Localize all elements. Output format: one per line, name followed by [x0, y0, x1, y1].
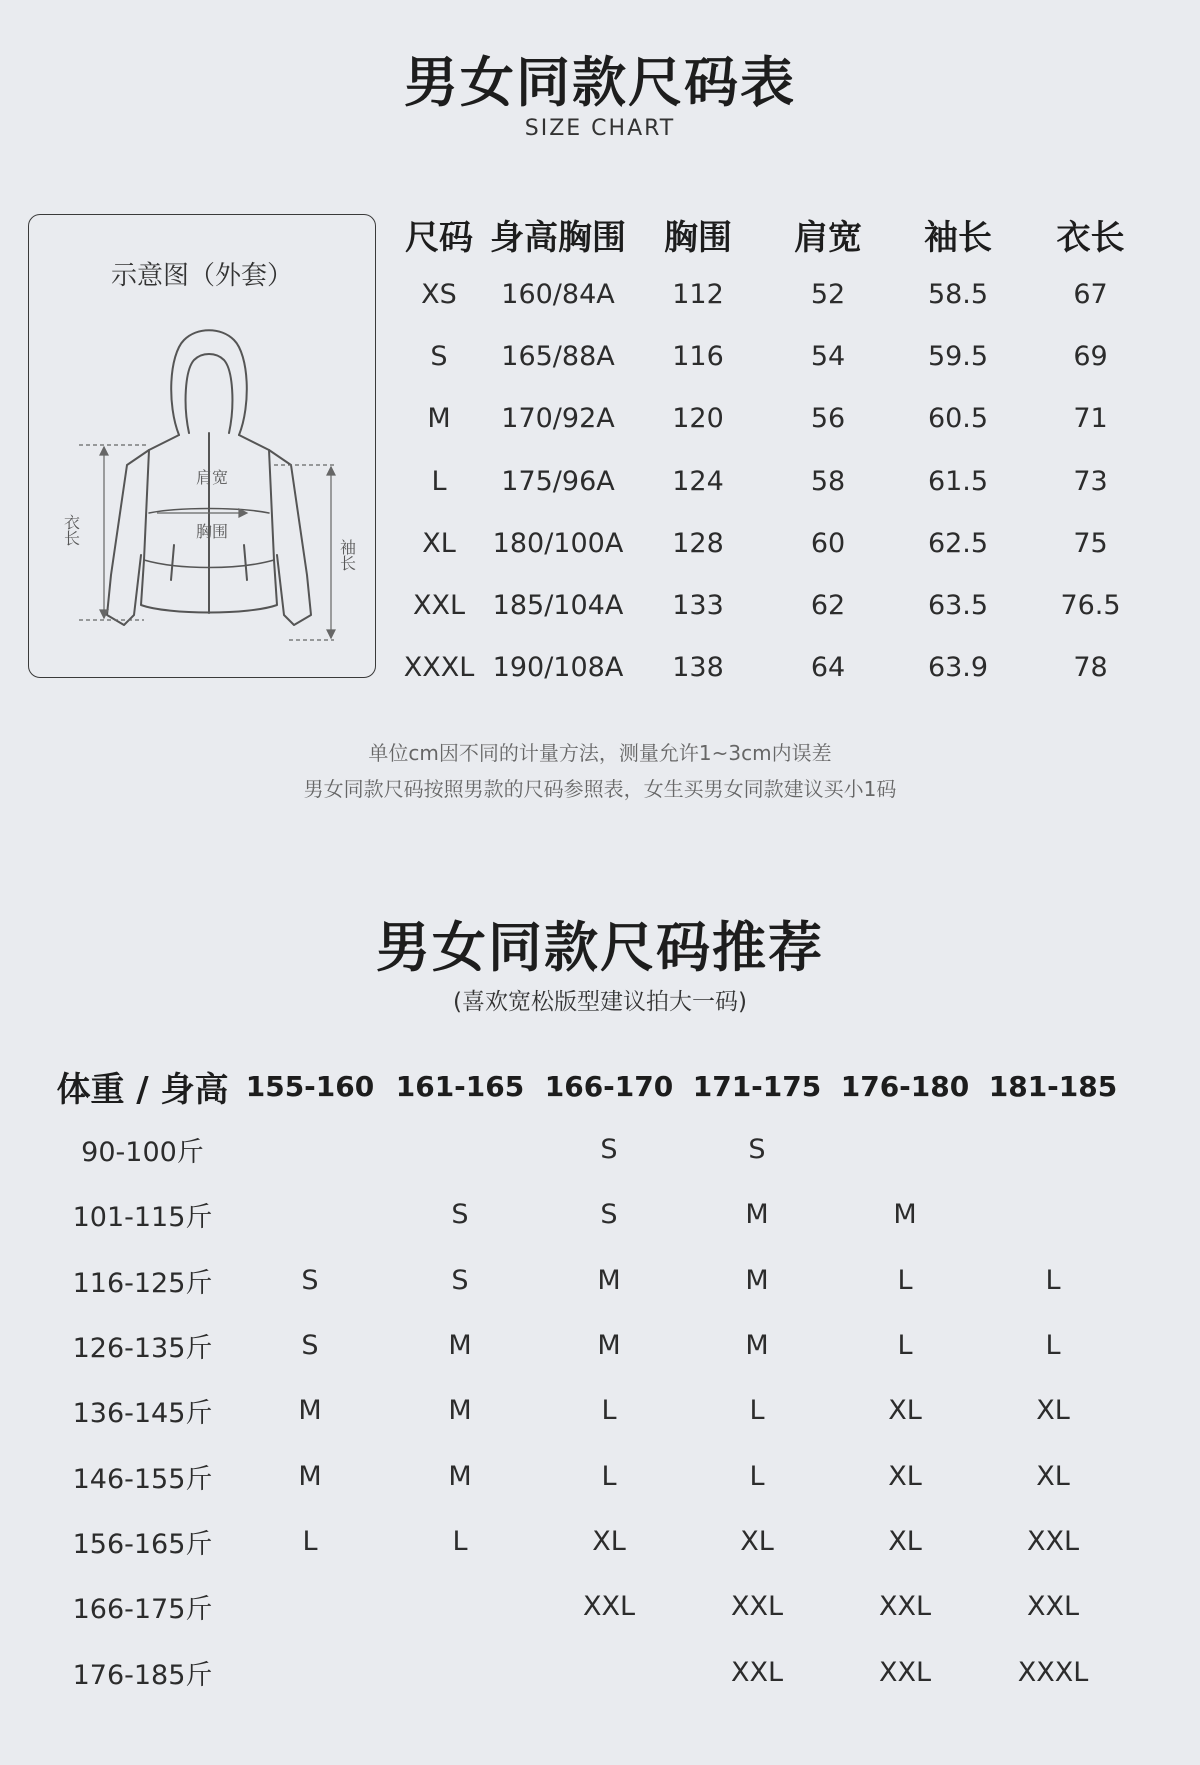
size-cell: XL — [740, 1525, 774, 1557]
cell-chest: 124 — [672, 465, 724, 497]
size-chart-table — [395, 205, 1158, 699]
size-cell: XXL — [878, 1656, 932, 1688]
size-cell: L — [749, 1395, 765, 1427]
size-cell: M — [448, 1330, 472, 1362]
cell-chest: 133 — [672, 590, 724, 622]
size-cell: M — [597, 1264, 621, 1296]
table-row — [50, 1639, 1127, 1704]
table-row — [50, 1378, 1127, 1443]
cell-size: S — [430, 340, 448, 372]
cell-sleeve-length: 63.9 — [927, 652, 989, 684]
measurement-note: 单位cm因不同的计量方法，测量允许1~3cm内误差 — [368, 741, 832, 765]
cell-size: M — [427, 403, 451, 435]
cell-height-chest: 185/104A — [492, 590, 624, 622]
cell-size: XXL — [412, 590, 466, 622]
size-cell: XL — [592, 1525, 626, 1557]
diagram-caption: 示意图（外套） — [110, 261, 293, 291]
jacket-outline-illustration — [49, 315, 359, 665]
cell-body-length: 76.5 — [1060, 590, 1121, 622]
cell-shoulder: 52 — [810, 278, 846, 310]
table-row — [395, 637, 1158, 699]
cell-height-chest: 170/92A — [501, 403, 615, 435]
header-height-range: 181-185 — [988, 1069, 1118, 1103]
table-row — [395, 512, 1158, 574]
weight-range: 156-165斤 — [72, 1528, 213, 1560]
shoulder-label: 肩宽 — [195, 468, 229, 487]
size-cell: S — [451, 1264, 469, 1296]
cell-body-length: 78 — [1073, 652, 1108, 684]
size-cell — [979, 1117, 1127, 1182]
weight-range: 90-100斤 — [81, 1137, 204, 1169]
header-height-range: 176-180 — [840, 1069, 970, 1103]
size-cell: L — [1045, 1264, 1061, 1296]
size-cell — [235, 1117, 385, 1182]
header-size: 尺码 — [405, 217, 473, 258]
cell-body-length: 73 — [1073, 465, 1108, 497]
weight-range: 116-125斤 — [72, 1267, 213, 1299]
cell-size: XL — [422, 527, 456, 559]
weight-range: 101-115斤 — [72, 1202, 213, 1234]
cell-shoulder: 56 — [810, 403, 846, 435]
header-height-range: 161-165 — [395, 1069, 525, 1103]
weight-range: 126-135斤 — [72, 1333, 213, 1365]
size-cell — [235, 1182, 385, 1247]
header-chest: 胸围 — [664, 217, 732, 258]
header-sleeve-length: 袖长 — [924, 217, 992, 258]
cell-sleeve-length: 58.5 — [927, 278, 989, 310]
size-cell: S — [748, 1134, 766, 1166]
cell-body-length: 67 — [1073, 278, 1108, 310]
header-height-chest: 身高胸围 — [490, 217, 626, 258]
size-cell — [979, 1182, 1127, 1247]
size-cell: XL — [1036, 1395, 1070, 1427]
size-cell: XXL — [878, 1591, 932, 1623]
size-cell: XXXL — [1017, 1656, 1089, 1688]
cell-height-chest: 160/84A — [501, 278, 615, 310]
cell-shoulder: 54 — [810, 340, 846, 372]
cell-height-chest: 175/96A — [501, 465, 615, 497]
size-cell: L — [302, 1525, 318, 1557]
size-cell — [385, 1574, 535, 1639]
size-recommendation-table — [50, 1055, 1127, 1705]
size-cell: L — [601, 1460, 617, 1492]
size-cell: S — [451, 1199, 469, 1231]
size-cell: M — [448, 1460, 472, 1492]
size-cell: M — [745, 1330, 769, 1362]
cell-size: L — [431, 465, 447, 497]
table-row — [395, 325, 1158, 387]
weight-range: 176-185斤 — [72, 1659, 213, 1691]
size-cell — [385, 1639, 535, 1704]
table-row — [395, 263, 1158, 325]
table-row — [50, 1248, 1127, 1313]
header-height-range: 171-175 — [692, 1069, 822, 1103]
cell-chest: 138 — [672, 652, 724, 684]
cell-shoulder: 62 — [810, 590, 846, 622]
sleeve-length-label: 袖长 — [337, 539, 357, 571]
size-cell: S — [600, 1134, 618, 1166]
cell-shoulder: 64 — [810, 652, 846, 684]
size-cell: L — [601, 1395, 617, 1427]
size-cell: M — [298, 1460, 322, 1492]
header-height-range: 166-170 — [544, 1069, 674, 1103]
table-row — [50, 1509, 1127, 1574]
size-cell: XXL — [730, 1591, 784, 1623]
table-row — [395, 574, 1158, 636]
cell-height-chest: 180/100A — [492, 527, 624, 559]
cell-size: XXXL — [403, 652, 475, 684]
cell-body-length: 71 — [1073, 403, 1108, 435]
size-chart-subtitle: SIZE CHART — [524, 116, 676, 141]
cell-height-chest: 165/88A — [501, 340, 615, 372]
table-row — [50, 1443, 1127, 1508]
jacket-diagram-panel — [28, 214, 376, 678]
cell-sleeve-length: 59.5 — [927, 340, 989, 372]
chest-label: 胸围 — [195, 522, 229, 541]
size-cell: XXL — [1026, 1591, 1080, 1623]
size-cell — [235, 1574, 385, 1639]
size-chart-title: 男女同款尺码表 — [404, 51, 796, 114]
table-row — [50, 1182, 1127, 1247]
size-cell: M — [745, 1199, 769, 1231]
size-cell: M — [298, 1395, 322, 1427]
size-recommendation-title: 男女同款尺码推荐 — [376, 916, 824, 979]
size-cell: M — [745, 1264, 769, 1296]
size-cell: M — [893, 1199, 917, 1231]
size-cell: XL — [888, 1460, 922, 1492]
table-row — [395, 388, 1158, 450]
cell-body-length: 75 — [1073, 527, 1108, 559]
size-cell — [235, 1639, 385, 1704]
header-body-length: 衣长 — [1056, 217, 1125, 258]
cell-sleeve-length: 62.5 — [927, 527, 989, 559]
table-row — [50, 1313, 1127, 1378]
size-cell: S — [301, 1330, 319, 1362]
size-cell: L — [897, 1264, 913, 1296]
recommendation-header-row — [50, 1055, 1127, 1117]
cell-sleeve-length: 60.5 — [927, 403, 989, 435]
cell-chest: 116 — [672, 340, 724, 372]
size-cell — [535, 1639, 683, 1704]
header-shoulder: 肩宽 — [794, 217, 862, 258]
size-chart-header-row — [395, 205, 1158, 263]
size-cell: M — [597, 1330, 621, 1362]
cell-chest: 120 — [672, 403, 724, 435]
table-row — [50, 1574, 1127, 1639]
size-cell: L — [1045, 1330, 1061, 1362]
cell-chest: 112 — [672, 278, 724, 310]
size-cell: L — [897, 1330, 913, 1362]
cell-sleeve-length: 61.5 — [927, 465, 989, 497]
table-row — [50, 1117, 1127, 1182]
size-cell: S — [600, 1199, 618, 1231]
size-cell: XXL — [1026, 1525, 1080, 1557]
size-cell: S — [301, 1264, 319, 1296]
header-height-range: 155-160 — [245, 1069, 375, 1103]
body-length-label: 衣长 — [61, 514, 81, 546]
cell-height-chest: 190/108A — [492, 652, 624, 684]
size-cell: M — [448, 1395, 472, 1427]
cell-shoulder: 58 — [810, 465, 846, 497]
size-cell: XL — [1036, 1460, 1070, 1492]
size-cell — [831, 1117, 979, 1182]
size-recommendation-subtitle: (喜欢宽松版型建议拍大一码) — [453, 989, 747, 1015]
size-cell: XXL — [582, 1591, 636, 1623]
size-cell: XXL — [730, 1656, 784, 1688]
size-cell: XL — [888, 1525, 922, 1557]
weight-range: 136-145斤 — [72, 1398, 213, 1430]
cell-chest: 128 — [672, 527, 724, 559]
weight-range: 166-175斤 — [72, 1594, 213, 1626]
size-cell — [385, 1117, 535, 1182]
weight-range: 146-155斤 — [72, 1463, 213, 1495]
size-cell: L — [749, 1460, 765, 1492]
size-cell: XL — [888, 1395, 922, 1427]
table-row — [395, 450, 1158, 512]
unisex-sizing-note: 男女同款尺码按照男款的尺码参照表，女生买男女同款建议买小1码 — [303, 777, 897, 801]
header-weight-height: 体重 / 身高 — [56, 1069, 229, 1110]
cell-body-length: 69 — [1073, 340, 1108, 372]
size-cell: L — [452, 1525, 468, 1557]
cell-size: XS — [421, 278, 457, 310]
cell-sleeve-length: 63.5 — [927, 590, 989, 622]
cell-shoulder: 60 — [810, 527, 846, 559]
